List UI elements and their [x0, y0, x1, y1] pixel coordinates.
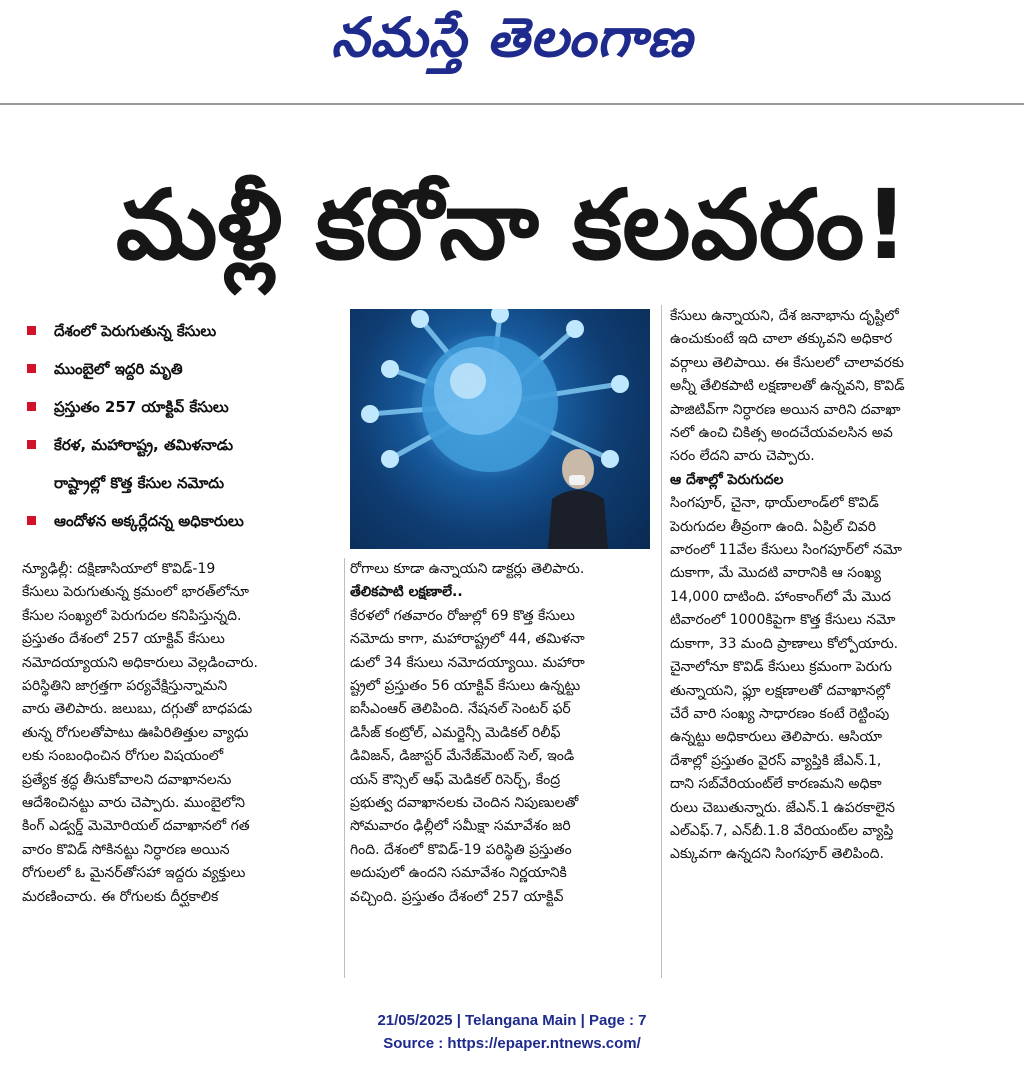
- text-line: ఉన్నట్టు అధికారులు తెలిపారు. ఆసియా: [670, 729, 882, 746]
- text-line: ఆదేశించినట్టు వారు చెప్పారు. ముంబైలోని: [22, 795, 245, 812]
- text-line: న్యూఢిల్లీ: దక్షిణాసియాలో కొవిడ్-19: [22, 561, 216, 577]
- bullet-item: [22, 502, 342, 540]
- text-line: పాజిటివ్‌గా నిర్ధారణ అయిన వారిని దవాఖా: [670, 401, 901, 418]
- virus-photo: [350, 309, 650, 549]
- footer-date-page: 21/05/2025 | Telangana Main | Page : 7: [377, 1012, 647, 1029]
- text-line: వారం కొవిడ్ సోకినట్టు నిర్ధారణ అయిన: [22, 841, 230, 858]
- text-line: అదుపులో ఉందని సమావేశం నిర్ణయానికి: [350, 865, 567, 882]
- text-line: డిసీజ్ కంట్రోల్, ఎమర్జెన్సీ మెడికల్ రిలీఫ్: [350, 724, 561, 741]
- article-column-1: [22, 558, 338, 909]
- text-line: లకు సంబంధించిన రోగుల విషయంలో: [22, 748, 224, 765]
- text-line: దుకాగా, 33 మంది ప్రాణాలు కోల్పోయారు.: [670, 635, 899, 652]
- text-line: ఎల్ఎఫ్.7, ఎన్‌బీ.1.8 వేరియంట్‌ల వ్యాప్తి: [670, 822, 894, 839]
- article-column-3: [670, 305, 982, 867]
- text-line: మరణించారు. ఈ రోగులకు దీర్ఘకాలిక: [22, 888, 219, 905]
- text-line: రోగులలో ఓ మైనర్‌తోసహా ఇద్దరు వ్యక్తులు: [22, 865, 246, 882]
- bullet-text: దేశంలో పెరుగుతున్న కేసులు: [54, 322, 217, 340]
- bullet-square-icon: [27, 440, 36, 449]
- text-line: డివిజన్, డిజాస్టర్ మేనేజ్‌మెంట్ సెల్, ఇండి: [350, 748, 575, 765]
- newspaper-title: నమస్తే తెలంగాణ: [331, 6, 693, 69]
- text-line: కింగ్ ఎడ్వర్డ్ మెమోరియల్ దవాఖానలో గత: [22, 818, 250, 835]
- bullet-text: రాష్ట్రాల్లో కొత్త కేసుల నమోదు: [54, 474, 225, 492]
- text-line: యన్ కౌన్సిల్ ఆఫ్ మెడికల్ రిసెర్చ్, కేంద్ర: [350, 771, 561, 788]
- text-line: ప్రత్యేక శ్రద్ధ తీసుకోవాలని దవాఖానలను: [22, 771, 232, 788]
- bullet-item: [22, 388, 342, 426]
- text-line: నమోదు కాగా, మహారాష్ట్రలో 44, తమిళనా: [350, 631, 585, 648]
- virus-illustration: [350, 309, 650, 549]
- bullet-text: ఆందోళన అక్కర్లేదన్న అధికారులు: [54, 512, 244, 530]
- bullet-text: ముంబైలో ఇద్దరి మృతి: [54, 360, 183, 378]
- bullet-list: [22, 312, 342, 540]
- masthead: [0, 0, 1024, 104]
- text-line: కేరళలో గతవారం రోజుల్లో 69 కొత్త కేసులు: [350, 607, 575, 624]
- text-line: తున్నాయని, ఫ్లూ లక్షణాలతో దవాఖానల్లో: [670, 682, 890, 699]
- section-subhead: ఆ దేశాల్లో పెరుగుదల: [670, 471, 784, 488]
- text-line: సరం లేదని వారు చెప్పారు.: [670, 448, 815, 465]
- text-line: 14,000 దాటింది. హాంకాంగ్‌లో మే మొద: [670, 588, 891, 605]
- bullet-text: ప్రస్తుతం 257 యాక్టివ్ కేసులు: [54, 398, 229, 416]
- text-line: సింగపూర్, చైనా, థాయ్‌లాండ్‌లో కొవిడ్: [670, 495, 879, 512]
- text-line: పెరుగుదల తీవ్రంగా ఉంది. ఏప్రిల్ చివరి: [670, 518, 877, 535]
- column-divider: [661, 305, 662, 978]
- text-line: అన్నీ తేలికపాటి లక్షణాలతో ఉన్నవని, కొవిడ్: [670, 378, 905, 395]
- text-line: తున్న రోగులతోపాటు ఊపిరితిత్తుల వ్యాధు: [22, 724, 249, 741]
- bullet-square-icon: [27, 402, 36, 411]
- text-line: దాని సబ్‌వేరియంట్‌లే కారణమని అధికా: [670, 776, 882, 793]
- text-line: ఉంచుకుంటే ఇది చాలా తక్కువని అధికార: [670, 331, 893, 348]
- column-divider: [344, 558, 345, 978]
- text-line: పరిస్థితిని జాగ్రత్తగా పర్యవేక్షిస్తున్నామని: [22, 678, 228, 695]
- text-line: ష్ట్రలో ప్రస్తుతం 56 యాక్టివ్ కేసులు ఉన్నట్టు: [350, 678, 581, 695]
- bullet-item: [22, 350, 342, 388]
- text-line: గింది. దేశంలో కొవిడ్-19 పరిస్థితి ప్రస్తుతం: [350, 841, 572, 858]
- bullet-item: [22, 312, 342, 350]
- text-line: కేసుల సంఖ్యలో పెరుగుదల కనిపిస్తున్నది.: [22, 607, 242, 624]
- article-column-2: [350, 558, 650, 909]
- masthead-divider: [0, 103, 1024, 105]
- text-line: వచ్చింది. ప్రస్తుతం దేశంలో 257 యాక్టివ్: [350, 888, 564, 905]
- text-line: దుకాగా, మే మొదటి వారానికి ఆ సంఖ్య: [670, 565, 882, 582]
- bullet-square-icon: [27, 326, 36, 335]
- text-line: కేసులు పెరుగుతున్న క్రమంలో భారత్‌లోనూ: [22, 584, 249, 601]
- text-line: రోగాలు కూడా ఉన్నాయని డాక్టర్లు తెలిపారు.: [350, 561, 585, 577]
- text-line: ఎక్కువగా ఉన్నదని సింగపూర్ తెలిపింది.: [670, 846, 884, 863]
- text-line: టివారంలో 1000కిపైగా కొత్త కేసులు నమో: [670, 612, 896, 629]
- text-line: చైనాలోనూ కొవిడ్ కేసులు క్రమంగా పెరుగు: [670, 659, 892, 676]
- text-line: సోమవారం ఢిల్లీలో సమీక్షా సమావేశం జరి: [350, 818, 571, 835]
- text-line: ఐసీఎంఆర్ తెలిపింది. నేషనల్ సెంటర్ ఫర్: [350, 701, 571, 718]
- section-subhead: తేలికపాటి లక్షణాలే..: [350, 584, 463, 601]
- bullet-square-icon: [27, 364, 36, 373]
- bullet-text: కేరళ, మహారాష్ట్ర, తమిళనాడు: [54, 436, 234, 454]
- text-line: చేరే వారి సంఖ్య సాధారణం కంటే రెట్టింపు: [670, 705, 890, 722]
- bullet-item-continued: [22, 464, 342, 502]
- text-line: వర్గాలు తెలిపాయి. ఈ కేసులలో చాలావరకు: [670, 354, 904, 371]
- text-line: రులు చెబుతున్నారు. జేఎన్.1 ఉపరకాలైన: [670, 799, 895, 816]
- text-line: దేశాల్లో ప్రస్తుతం వైరస్ వ్యాప్తికి జేఎన్.1,: [670, 752, 882, 769]
- text-line: వారు తెలిపారు. జలుబు, దగ్గుతో బాధపడు: [22, 701, 253, 718]
- text-line: కేసులు ఉన్నాయని, దేశ జనాభాను దృష్టిలో: [670, 308, 899, 324]
- text-line: ప్రభుత్వ దవాఖానలకు చెందిన నిపుణులతో: [350, 795, 579, 812]
- bullet-item: [22, 426, 342, 464]
- bullet-square-icon: [27, 516, 36, 525]
- footer-source: Source : https://epaper.ntnews.com/: [383, 1035, 641, 1052]
- headline: మళ్లీ కరోనా కలవరం!: [115, 169, 909, 281]
- text-line: నమోదయ్యాయని అధికారులు వెల్లడించారు.: [22, 654, 258, 671]
- text-line: వారంలో 11వేల కేసులు సింగపూర్‌లో నమో: [670, 542, 902, 559]
- text-line: డులో 34 కేసులు నమోదయ్యాయి. మహారా: [350, 654, 585, 671]
- text-line: నలో ఉంచి చికిత్స అందచేయవలసిన అవ: [670, 425, 893, 442]
- text-line: ప్రస్తుతం దేశంలో 257 యాక్టివ్ కేసులు: [22, 631, 225, 648]
